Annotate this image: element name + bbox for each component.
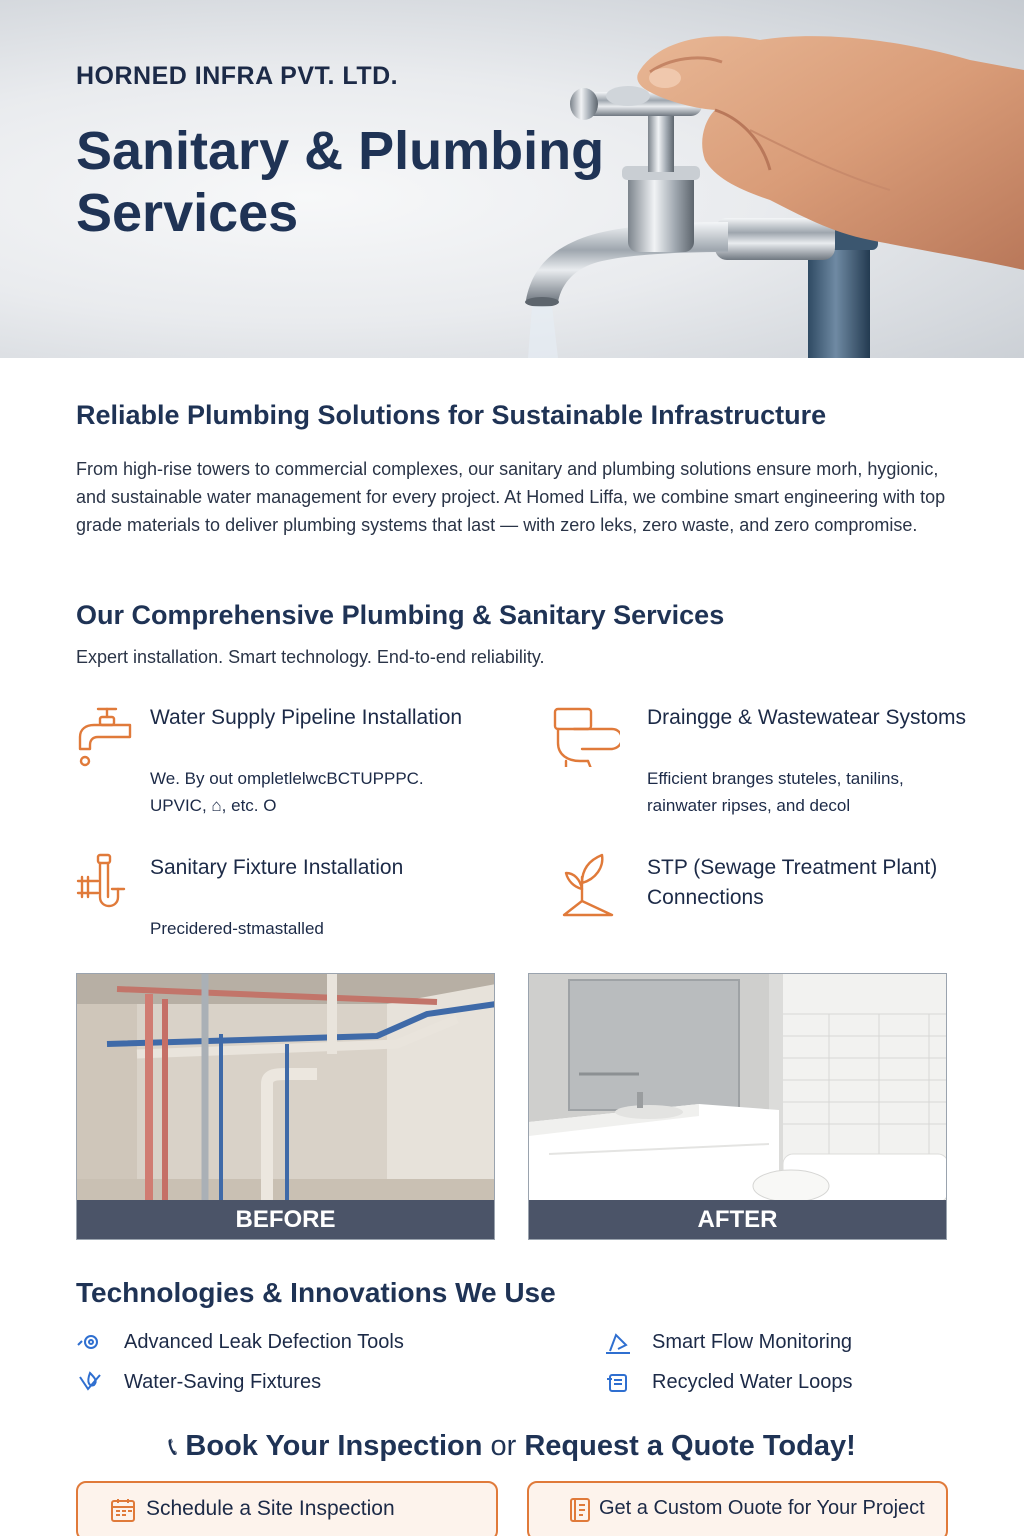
company-name: HORNED INFRA PVT. LTD. <box>76 62 399 90</box>
tech-item-label: Water-Saving Fixtures <box>124 1371 322 1393</box>
service-description: We. By out ompletlelwcBCTUPPPC. UPVIC, ⌂, etc. O <box>150 769 424 815</box>
cta-heading-or: or <box>490 1430 517 1462</box>
flow-monitor-icon <box>604 1329 632 1355</box>
after-photo-card <box>528 973 947 1240</box>
after-label: AFTER <box>529 1200 946 1239</box>
pipe-fitting-icon <box>76 853 132 917</box>
services-heading: Our Comprehensive Plumbing & Sanitary Services <box>76 600 725 630</box>
sprout-icon <box>540 853 620 917</box>
get-quote-button[interactable] <box>527 1481 948 1536</box>
schedule-inspection-button[interactable] <box>76 1481 498 1536</box>
service-description: Efficient branges stuteles, tanilins, rainwater ripses, and decol <box>647 769 904 815</box>
recycle-loop-icon <box>604 1369 632 1395</box>
schedule-inspection-label: Schedule a Site Inspection <box>146 1497 395 1520</box>
tech-item-label: Smart Flow Monitoring <box>652 1331 853 1353</box>
cta-heading <box>0 1430 1024 1463</box>
services-subheading: Expert installation. Smart technology. End-to-end reliability. <box>76 647 545 667</box>
after-photo <box>529 974 947 1202</box>
get-quote-label: Get a Custom Ouote for Your Project <box>599 1497 925 1519</box>
service-title: Sanitary Fixture Installation <box>150 856 404 879</box>
before-label: BEFORE <box>77 1200 494 1239</box>
service-description: Precidered-stmastalled <box>150 919 324 938</box>
before-photo-card <box>76 973 495 1240</box>
document-icon <box>567 1497 593 1523</box>
water-drop-icon <box>76 1369 104 1395</box>
service-title: Draingge & Wastewatear Systoms <box>647 706 967 729</box>
cta-heading-part1: Book Your Inspection <box>185 1430 483 1462</box>
cta-heading-part2: Request a Quote Today! <box>524 1430 856 1462</box>
faucet-icon <box>76 703 132 767</box>
intro-heading: Reliable Plumbing Solutions for Sustainable Infrastructure <box>76 400 827 430</box>
phone-icon: 📞︎ <box>168 1431 178 1461</box>
toilet-icon <box>540 703 620 767</box>
tech-item-label: Recycled Water Loops <box>652 1371 853 1393</box>
leak-detector-icon <box>76 1329 104 1355</box>
hero-banner <box>0 0 1024 358</box>
service-title: STP (Sewage Treatment Plant) Connections <box>647 856 938 909</box>
intro-paragraph: From high-rise towers to commercial complexes, our sanitary and plumbing solutions ensure morh, hygionic, and sustainable water management for every project. At Homed Liffa, we combine smart engineering with top grade materials to deliver plumbing systems that last — with zero leks, zero waste, and zero compromise. <box>76 459 946 535</box>
before-photo <box>77 974 495 1202</box>
calendar-icon <box>110 1497 136 1523</box>
tech-heading: Technologies & Innovations We Use <box>76 1277 556 1308</box>
tech-item-label: Advanced Leak Defection Tools <box>124 1331 404 1353</box>
page-title: Sanitary & Plumbing Services <box>76 121 605 243</box>
service-title: Water Supply Pipeline Installation <box>150 706 463 729</box>
